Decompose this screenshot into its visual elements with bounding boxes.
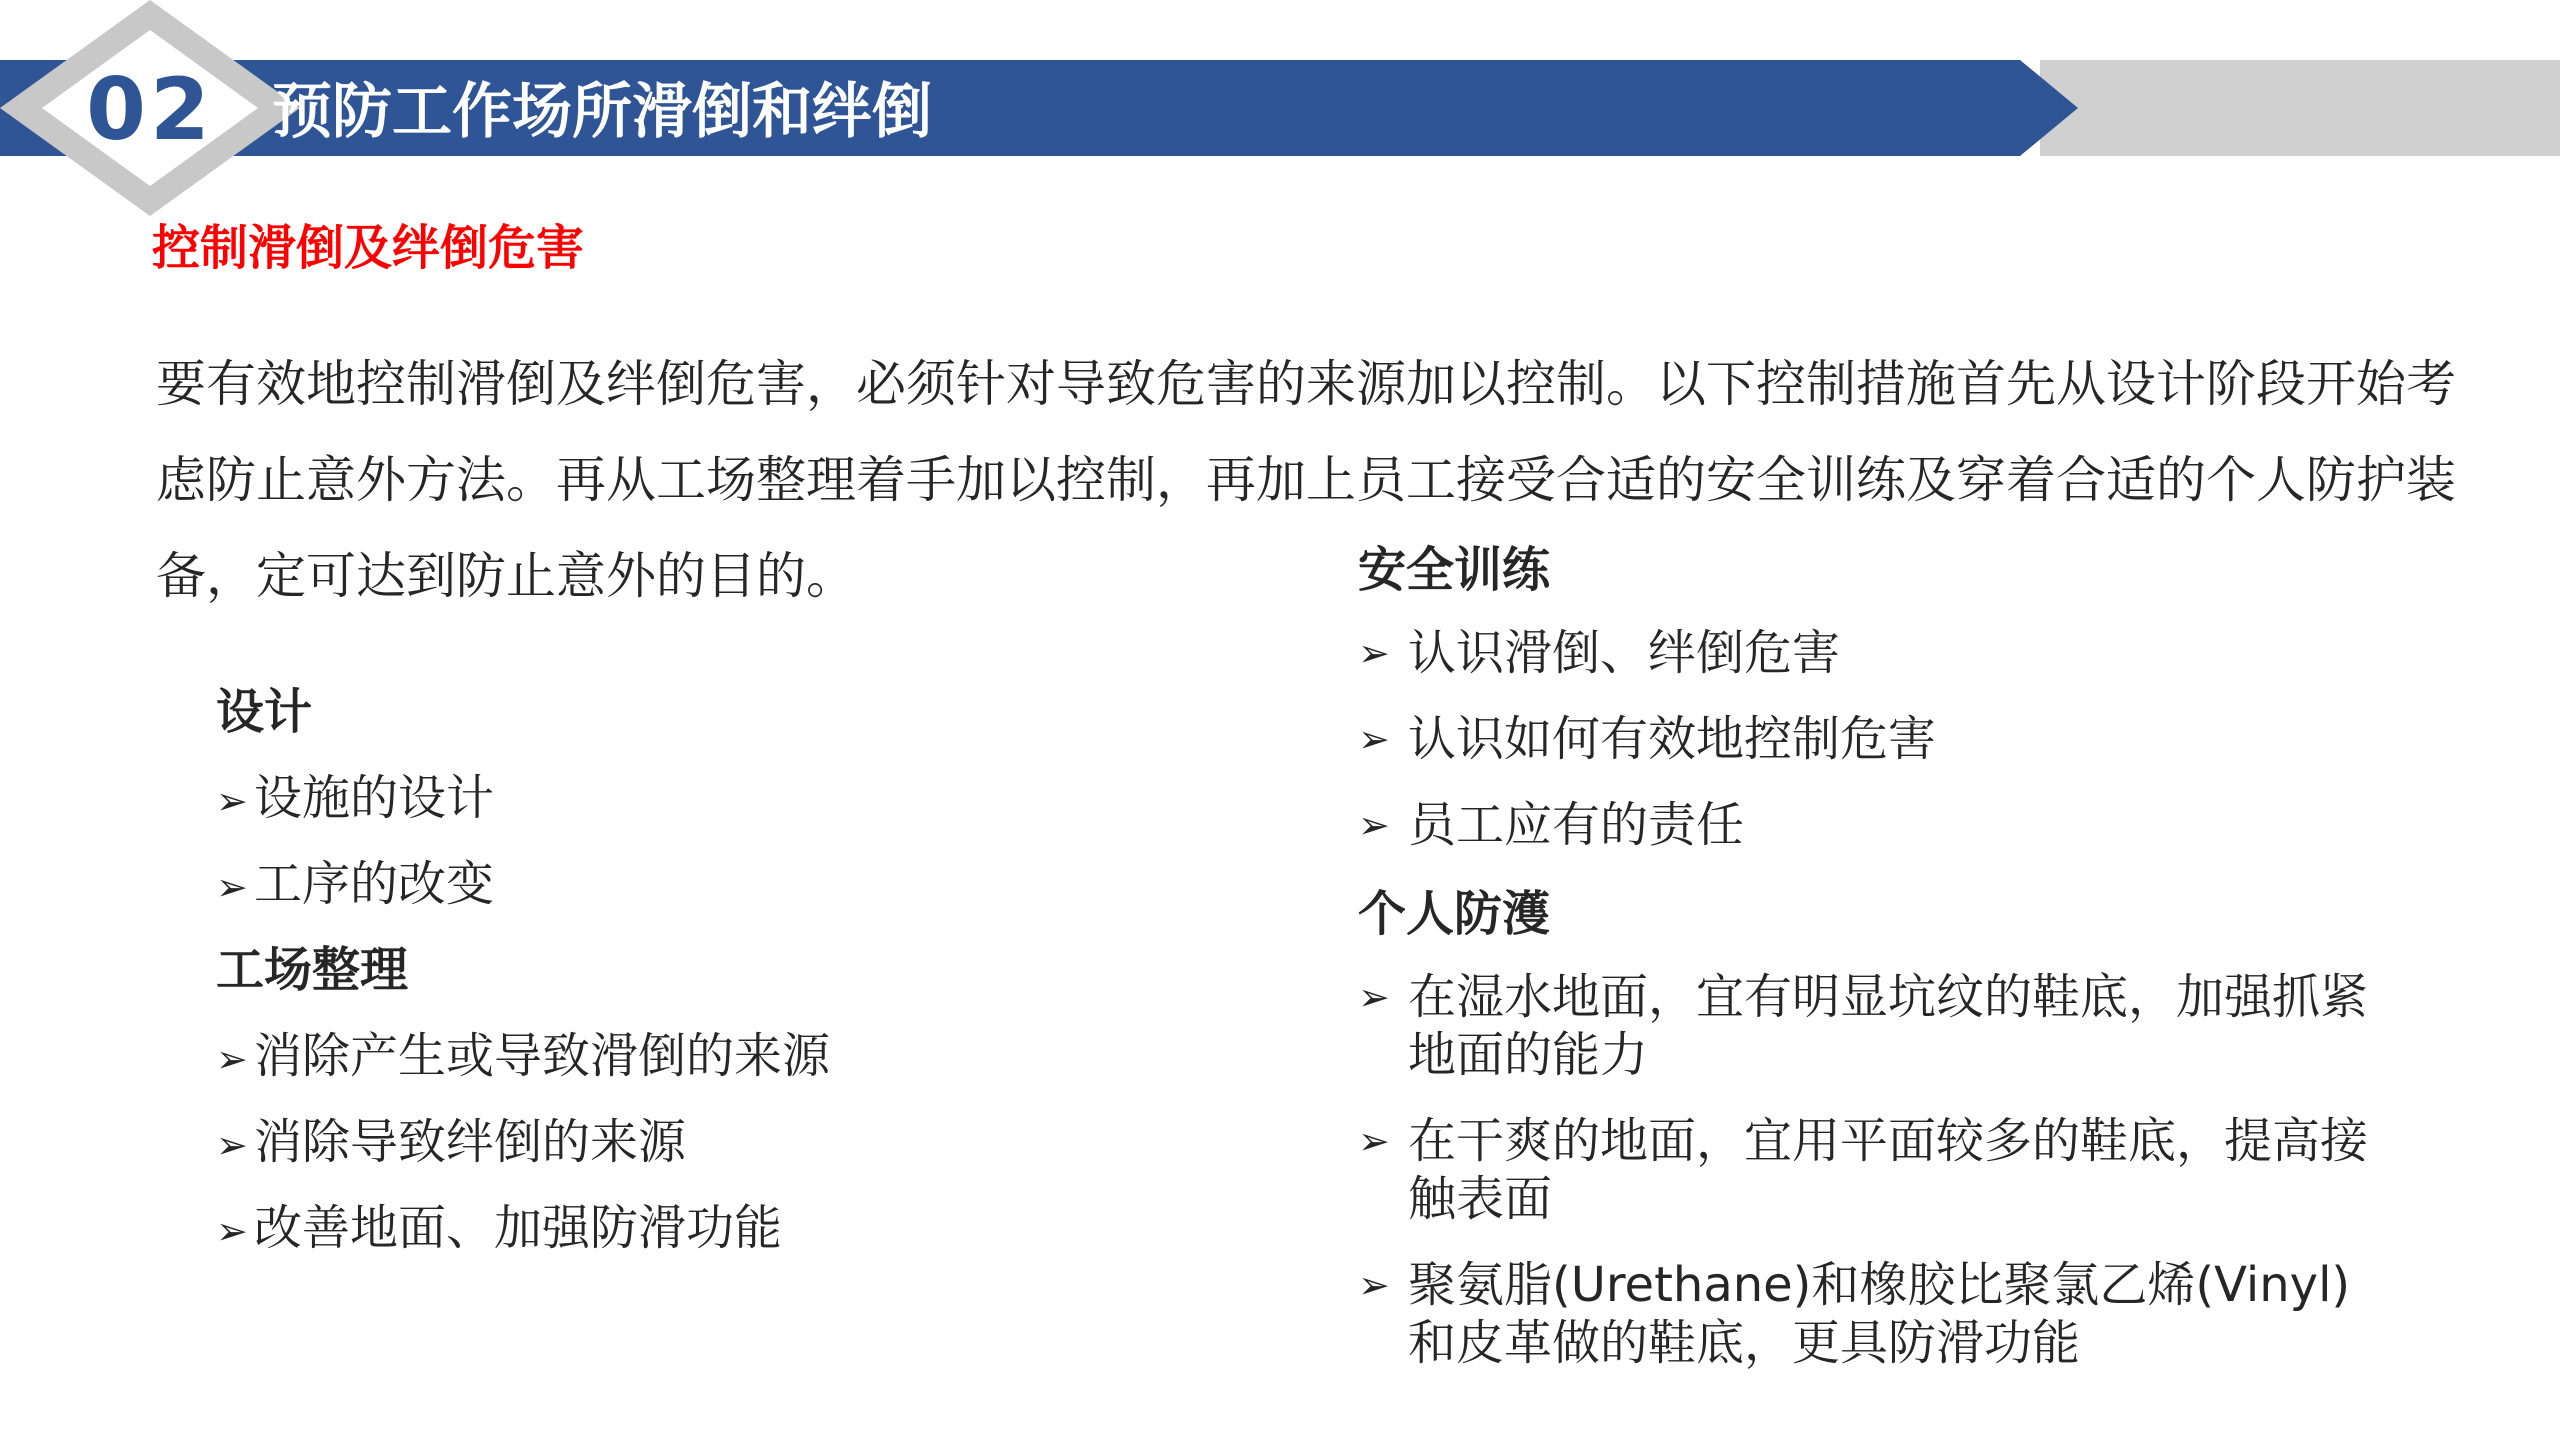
arrowhead-icon: ➢ [1358,975,1390,1019]
list-item-text: 在湿水地面，宜有明显坑纹的鞋底，加强抓紧地面的能力 [1408,969,2369,1083]
list-item [1358,1256,2378,1372]
list-item [1358,624,2378,682]
list-item [216,1024,1296,1110]
list-item-text: 认识滑倒、绊倒危害 [1408,625,1841,681]
list-item-text: 消除产生或导致滑倒的来源 [254,1028,831,1084]
list-item [1358,710,2378,768]
list-item [216,1196,1296,1282]
intro-paragraph: 要有效地控制滑倒及绊倒危害，必须针对导致危害的来源加以控制。以下控制措施首先从设计阶段开始考虑防止意外方法。再从工场整理着手加以控制，再加上员工接受合适的安全训练及穿着合适的个人防护装备，定可达到防止意外的目的。 [156,355,2456,605]
arrowhead-icon: ➢ [1358,717,1390,761]
list-item-text: 消除导致绊倒的来源 [254,1114,687,1170]
housekeeping-heading: 工场整理 [216,942,409,998]
arrowhead-icon: ➢ [216,779,248,823]
ppe-heading: 个人防濩 [1358,886,1551,942]
arrowhead-icon: ➢ [1358,803,1390,847]
list-item-text: 在干爽的地面，宜用平面较多的鞋底，提高接触表面 [1408,1113,2369,1227]
list-item-text: 改善地面、加强防滑功能 [254,1200,783,1256]
design-heading: 设计 [216,684,313,740]
training-heading: 安全训练 [1358,542,1551,598]
banner-gray-bar [2040,60,2560,156]
arrowhead-icon: ➢ [216,1209,248,1253]
arrowhead-icon: ➢ [216,1123,248,1167]
arrowhead-icon: ➢ [1358,1119,1390,1163]
arrowhead-icon: ➢ [1358,1263,1390,1307]
list-item-text: 员工应有的责任 [1408,797,1745,853]
list-item [216,1110,1296,1196]
list-item-text: 聚氨脂(Urethane)和橡胶比聚氯乙烯(Vinyl)和皮革做的鞋底，更具防滑功能 [1408,1257,2351,1371]
list-item [216,852,1296,938]
left-column [216,680,1296,1282]
list-item [216,766,1296,852]
section-number: 02 [86,60,214,160]
list-item-text: 设施的设计 [254,770,495,826]
list-item [1358,1112,2378,1228]
list-item [1358,796,2378,854]
arrowhead-icon: ➢ [1358,631,1390,675]
right-column [1358,538,2378,1400]
arrowhead-icon: ➢ [216,865,248,909]
section-subtitle: 控制滑倒及绊倒危害 [152,220,585,276]
list-item-text: 认识如何有效地控制危害 [1408,711,1937,767]
list-item [1358,968,2378,1084]
page-title: 预防工作场所滑倒和绊倒 [272,77,932,147]
list-item-text: 工序的改变 [254,856,495,912]
arrowhead-icon: ➢ [216,1037,248,1081]
